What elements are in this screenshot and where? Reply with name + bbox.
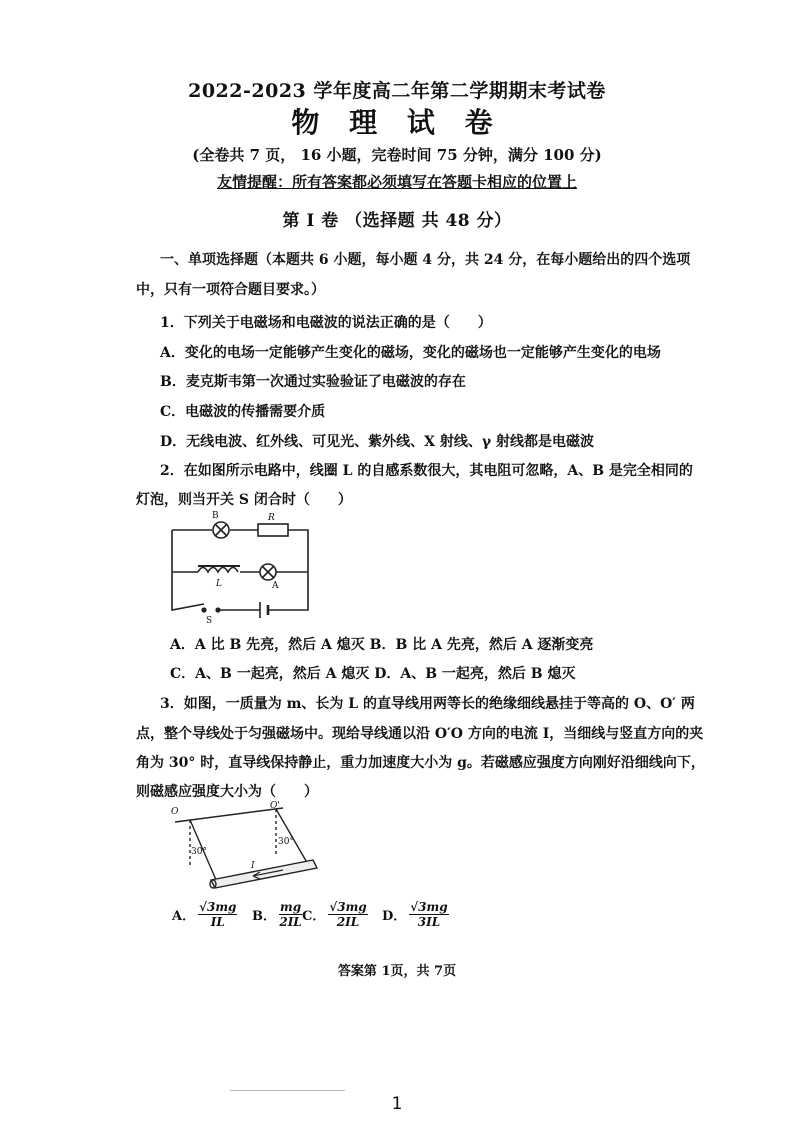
fraction [328,900,367,929]
page-number: 1 [391,1094,403,1114]
numerator: √3mg [410,900,448,914]
q2-stem-line1: 2．在如图所示电路中，线圈 L 的自感系数很大，其电阻可忽略，A、B 是完全相同的 [160,463,693,479]
denominator: 2IL [336,915,360,929]
q3-choice-a [172,900,237,929]
fraction [279,900,302,929]
q2-options-line2: C．A、B 一起亮，然后 A 熄灭 D．A、B 一起亮，然后 B 熄灭 [170,666,576,682]
part1-intro-line2: 中，只有一项符合题目要求。） [136,282,325,298]
q3-choice-d [382,900,449,929]
choice-letter: D． [382,909,407,924]
choice-letter: B． [252,909,276,924]
exam-title: 2022-2023 学年度高二年第二学期期末考试卷 [188,80,606,102]
label-current: I [251,861,255,871]
label-l: L [216,579,222,589]
label-r: R [268,513,275,523]
q1-option-d: D．无线电波、红外线、可见光、紫外线、X 射线、γ 射线都是电磁波 [160,434,594,450]
denominator: 3IL [417,915,441,929]
q3-stem-line1: 3．如图，一质量为 m、长为 L 的直导线用两等长的绝缘细线悬挂于等高的 O、O′ 两 [160,696,695,712]
q3-stem-line4: 则磁感应强度大小为（ ） [136,784,318,800]
numerator: mg [280,900,302,914]
choice-letter: A． [172,909,196,924]
q2-circuit-diagram [160,508,320,626]
fraction [409,900,448,929]
section-title: 第 I 卷 （选择题 共 48 分） [282,211,512,231]
subject-title: 物 理 试 卷 [291,106,503,139]
choice-letter: C． [302,909,326,924]
label-b: B [212,511,219,521]
label-angle-left: 30° [191,847,207,857]
denominator: 2IL [279,915,302,929]
q2-options-line1: A．A 比 B 先亮，然后 A 熄灭 B．B 比 A 先亮，然后 A 逐渐变亮 [170,637,594,653]
q1-option-c: C．电磁波的传播需要介质 [160,404,326,420]
q1-stem: 1．下列关于电磁场和电磁波的说法正确的是（ ） [160,315,492,331]
q3-stem-line3: 角为 30° 时，直导线保持静止，重力加速度大小为 g。若磁感应强度方向刚好沿细线向下， [136,755,705,771]
q1-option-a: A．变化的电场一定能够产生变化的磁场，变化的磁场也一定能够产生变化的电场 [160,345,661,361]
label-a: A [272,581,279,591]
denominator: IL [210,915,225,929]
q1-option-b: B．麦克斯韦第一次通过实验验证了电磁波的存在 [160,374,466,390]
q3-suspended-wire-diagram [165,800,335,894]
label-angle-right: 30° [278,837,294,847]
numerator: √3mg [329,900,367,914]
reminder: 友情提醒：所有答案都必须填写在答题卡相应的位置上 [216,173,577,191]
q2-stem-line2: 灯泡，则当开关 S 闭合时（ ） [136,492,352,508]
fraction [198,900,237,929]
exam-info: (全卷共 7 页， 16 小题，完卷时间 75 分钟，满分 100 分) [192,146,602,164]
q3-choice-b [252,900,302,929]
label-o: O [171,807,179,817]
part1-intro-line1: 一、单项选择题（本题共 6 小题，每小题 4 分，共 24 分，在每小题给出的四个选项 [160,252,691,268]
label-s: S [206,616,213,626]
q3-choice-c [302,900,368,929]
q3-stem-line2: 点，整个导线处于匀强磁场中。现给导线通以沿 O′O 方向的电流 I，当细线与竖直方向的夹 [136,726,704,742]
numerator: √3mg [199,900,237,914]
answer-page-footer: 答案第 1页，共 7页 [337,964,457,979]
divider [230,1090,345,1091]
label-o-prime: O' [270,801,280,811]
